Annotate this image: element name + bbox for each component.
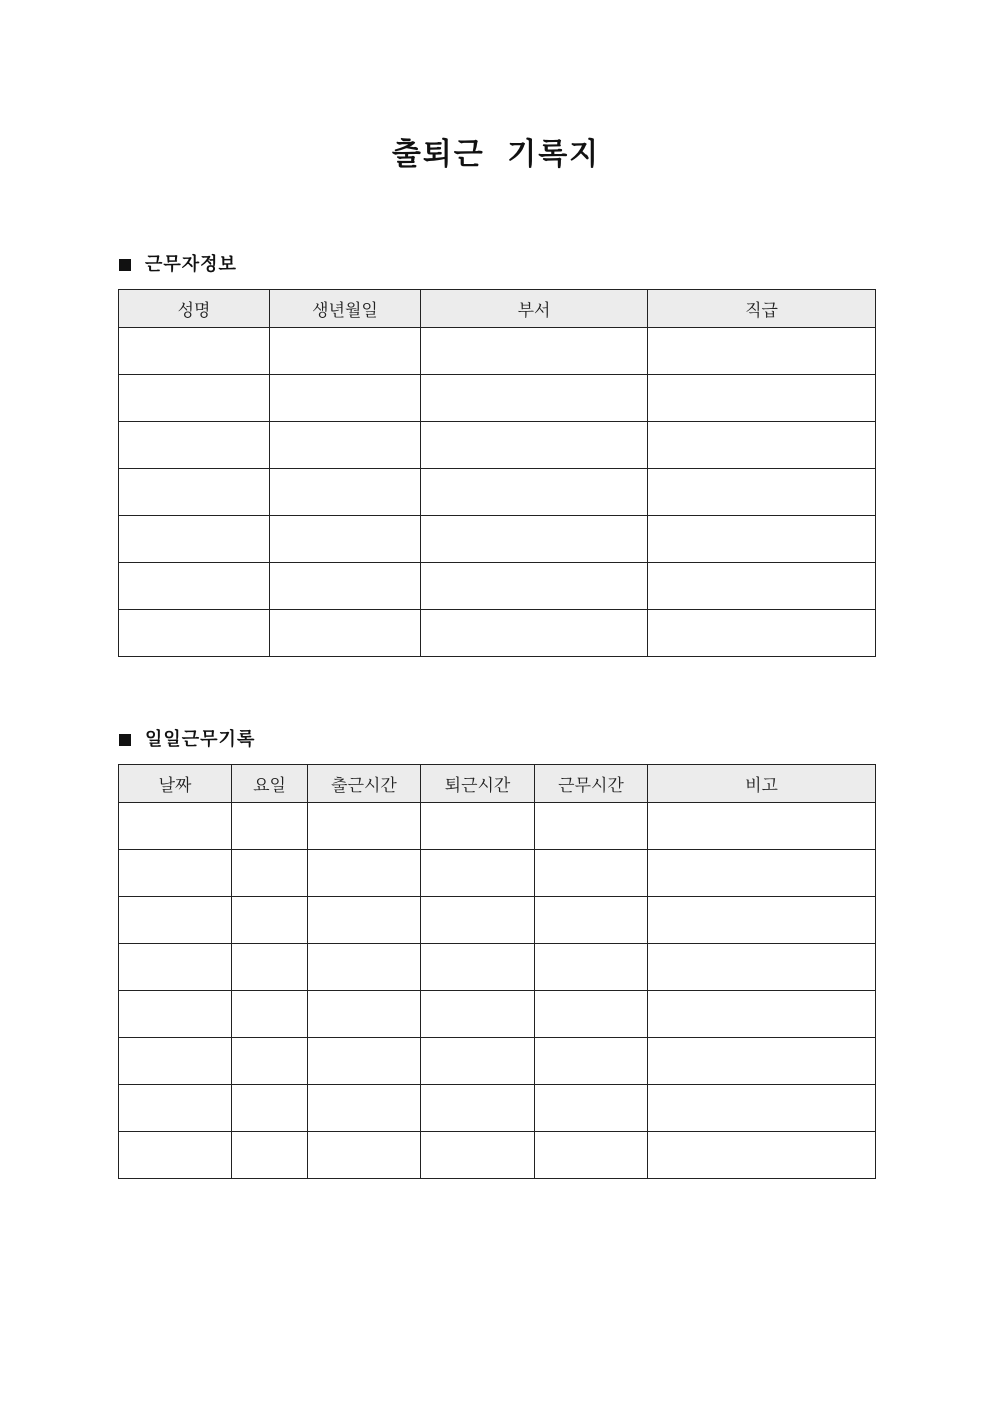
- date-cell[interactable]: [119, 850, 232, 897]
- remarks-cell[interactable]: [648, 803, 876, 850]
- weekday-cell[interactable]: [232, 1085, 308, 1132]
- name-cell[interactable]: [119, 610, 270, 657]
- birthdate-cell[interactable]: [270, 563, 421, 610]
- table-row: [119, 328, 876, 375]
- department-cell[interactable]: [421, 328, 648, 375]
- name-cell[interactable]: [119, 516, 270, 563]
- clock-in-cell[interactable]: [308, 944, 421, 991]
- clock-out-cell[interactable]: [421, 1085, 535, 1132]
- name-cell[interactable]: [119, 328, 270, 375]
- column-header-remarks: 비고: [648, 765, 876, 803]
- column-header-work-hours: 근무시간: [535, 765, 648, 803]
- date-cell[interactable]: [119, 1085, 232, 1132]
- weekday-cell[interactable]: [232, 1038, 308, 1085]
- clock-in-cell[interactable]: [308, 1132, 421, 1179]
- date-cell[interactable]: [119, 1132, 232, 1179]
- column-header-name: 성명: [119, 290, 270, 328]
- work-hours-cell[interactable]: [535, 1085, 648, 1132]
- weekday-cell[interactable]: [232, 944, 308, 991]
- page-title: 출퇴근 기록지: [391, 137, 601, 172]
- clock-out-cell[interactable]: [421, 991, 535, 1038]
- column-header-clock-out: 퇴근시간: [421, 765, 535, 803]
- clock-out-cell[interactable]: [421, 897, 535, 944]
- work-hours-cell[interactable]: [535, 850, 648, 897]
- weekday-cell[interactable]: [232, 850, 308, 897]
- weekday-cell[interactable]: [232, 897, 308, 944]
- date-cell[interactable]: [119, 991, 232, 1038]
- work-hours-cell[interactable]: [535, 803, 648, 850]
- name-cell[interactable]: [119, 375, 270, 422]
- position-cell[interactable]: [648, 469, 876, 516]
- work-hours-cell[interactable]: [535, 897, 648, 944]
- weekday-cell[interactable]: [232, 803, 308, 850]
- name-cell[interactable]: [119, 469, 270, 516]
- name-cell[interactable]: [119, 563, 270, 610]
- work-hours-cell[interactable]: [535, 1132, 648, 1179]
- clock-in-cell[interactable]: [308, 850, 421, 897]
- clock-in-cell[interactable]: [308, 1085, 421, 1132]
- table-row: [119, 1085, 876, 1132]
- position-cell[interactable]: [648, 563, 876, 610]
- remarks-cell[interactable]: [648, 991, 876, 1038]
- table-row: [119, 803, 876, 850]
- section-heading-text: 근무자정보: [145, 254, 237, 275]
- birthdate-cell[interactable]: [270, 375, 421, 422]
- column-header-position: 직급: [648, 290, 876, 328]
- filled-square-icon: [119, 259, 131, 271]
- worker-info-table: [118, 289, 876, 657]
- remarks-cell[interactable]: [648, 1038, 876, 1085]
- column-header-birthdate: 생년월일: [270, 290, 421, 328]
- work-hours-cell[interactable]: [535, 991, 648, 1038]
- column-header-weekday: 요일: [232, 765, 308, 803]
- table-row: [119, 422, 876, 469]
- clock-out-cell[interactable]: [421, 944, 535, 991]
- table-row: [119, 375, 876, 422]
- remarks-cell[interactable]: [648, 1085, 876, 1132]
- work-hours-cell[interactable]: [535, 1038, 648, 1085]
- column-header-date: 날짜: [119, 765, 232, 803]
- section-heading-daily-log: [119, 728, 255, 752]
- date-cell[interactable]: [119, 897, 232, 944]
- table-row: [119, 469, 876, 516]
- birthdate-cell[interactable]: [270, 422, 421, 469]
- table-row: [119, 610, 876, 657]
- table-row: [119, 1132, 876, 1179]
- date-cell[interactable]: [119, 803, 232, 850]
- table-row: [119, 563, 876, 610]
- clock-in-cell[interactable]: [308, 991, 421, 1038]
- clock-out-cell[interactable]: [421, 850, 535, 897]
- department-cell[interactable]: [421, 563, 648, 610]
- position-cell[interactable]: [648, 610, 876, 657]
- table-row: [119, 991, 876, 1038]
- weekday-cell[interactable]: [232, 991, 308, 1038]
- column-header-department: 부서: [421, 290, 648, 328]
- department-cell[interactable]: [421, 422, 648, 469]
- clock-in-cell[interactable]: [308, 1038, 421, 1085]
- table-row: [119, 850, 876, 897]
- remarks-cell[interactable]: [648, 1132, 876, 1179]
- table-row: [119, 516, 876, 563]
- birthdate-cell[interactable]: [270, 328, 421, 375]
- position-cell[interactable]: [648, 328, 876, 375]
- birthdate-cell[interactable]: [270, 469, 421, 516]
- position-cell[interactable]: [648, 516, 876, 563]
- remarks-cell[interactable]: [648, 897, 876, 944]
- date-cell[interactable]: [119, 944, 232, 991]
- clock-out-cell[interactable]: [421, 803, 535, 850]
- birthdate-cell[interactable]: [270, 516, 421, 563]
- name-cell[interactable]: [119, 422, 270, 469]
- department-cell[interactable]: [421, 516, 648, 563]
- department-cell[interactable]: [421, 610, 648, 657]
- table-row: [119, 944, 876, 991]
- section-heading-text: 일일근무기록: [145, 729, 256, 750]
- weekday-cell[interactable]: [232, 1132, 308, 1179]
- clock-out-cell[interactable]: [421, 1132, 535, 1179]
- clock-in-cell[interactable]: [308, 897, 421, 944]
- remarks-cell[interactable]: [648, 850, 876, 897]
- table-row: [119, 897, 876, 944]
- column-header-clock-in: 출근시간: [308, 765, 421, 803]
- remarks-cell[interactable]: [648, 944, 876, 991]
- table-header-row: [119, 290, 876, 328]
- table-header-row: [119, 765, 876, 803]
- table-row: [119, 1038, 876, 1085]
- clock-out-cell[interactable]: [421, 1038, 535, 1085]
- department-cell[interactable]: [421, 375, 648, 422]
- position-cell[interactable]: [648, 422, 876, 469]
- section-heading-worker-info: [119, 253, 237, 277]
- clock-in-cell[interactable]: [308, 803, 421, 850]
- position-cell[interactable]: [648, 375, 876, 422]
- filled-square-icon: [119, 734, 131, 746]
- date-cell[interactable]: [119, 1038, 232, 1085]
- department-cell[interactable]: [421, 469, 648, 516]
- birthdate-cell[interactable]: [270, 610, 421, 657]
- work-hours-cell[interactable]: [535, 944, 648, 991]
- daily-log-table: [118, 764, 876, 1179]
